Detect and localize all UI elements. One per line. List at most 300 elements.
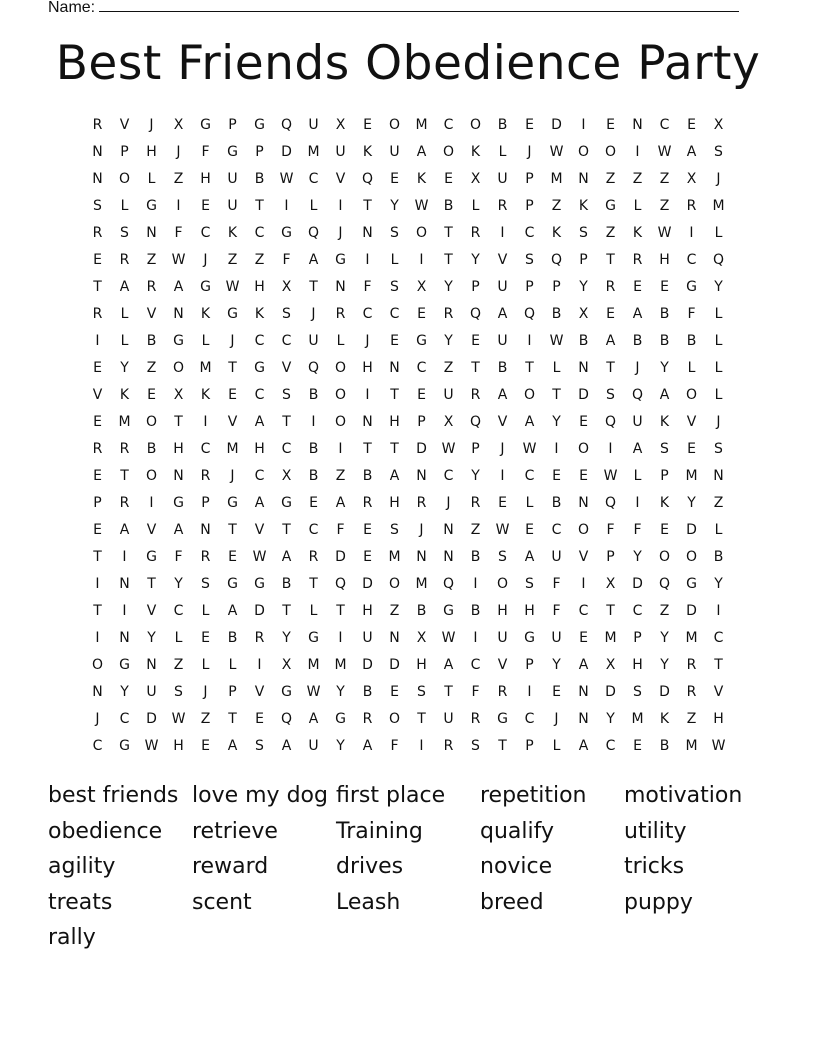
- grid-letter: L: [390, 252, 399, 268]
- grid-letter: Q: [631, 387, 644, 403]
- grid-letter: T: [363, 198, 372, 214]
- grid-letter: I: [284, 198, 289, 214]
- grid-letter: Z: [659, 198, 670, 214]
- grid-letter: N: [146, 657, 157, 673]
- grid-letter: O: [577, 522, 590, 538]
- grid-letter: A: [524, 549, 535, 565]
- word-list-item: motivation: [624, 783, 743, 808]
- grid-letter: W: [171, 252, 186, 268]
- grid-letter: C: [443, 117, 454, 133]
- grid-letter: E: [201, 738, 210, 754]
- grid-letter: P: [525, 171, 534, 187]
- grid-letter: U: [335, 144, 346, 160]
- grid-letter: R: [470, 711, 481, 727]
- grid-letter: R: [119, 495, 130, 511]
- grid-letter: A: [308, 711, 319, 727]
- grid-letter: T: [282, 522, 291, 538]
- grid-letter: B: [497, 360, 508, 376]
- grid-letter: P: [579, 252, 588, 268]
- grid-letter: P: [633, 630, 642, 646]
- grid-letter: Y: [336, 684, 345, 700]
- grid-letter: I: [95, 333, 100, 349]
- grid-letter: I: [338, 441, 343, 457]
- grid-letter: X: [605, 657, 616, 673]
- grid-letter: N: [389, 630, 400, 646]
- grid-letter: F: [201, 144, 210, 160]
- grid-letter: E: [579, 414, 588, 430]
- grid-letter: A: [173, 279, 184, 295]
- grid-letter: Y: [552, 657, 561, 673]
- grid-letter: N: [578, 495, 589, 511]
- grid-letter: V: [146, 603, 157, 619]
- grid-letter: S: [579, 225, 588, 241]
- grid-letter: R: [362, 711, 373, 727]
- grid-letter: A: [659, 387, 670, 403]
- grid-letter: O: [388, 711, 401, 727]
- grid-letter: O: [172, 360, 185, 376]
- grid-letter: V: [254, 522, 265, 538]
- grid-letter: T: [606, 603, 615, 619]
- grid-letter: Z: [146, 252, 157, 268]
- grid-letter: G: [254, 576, 265, 592]
- grid-letter: D: [335, 549, 346, 565]
- word-list-item: utility: [624, 818, 687, 844]
- grid-letter: U: [632, 414, 643, 430]
- grid-letter: K: [659, 495, 670, 511]
- grid-letter: O: [415, 225, 428, 241]
- grid-letter: G: [416, 333, 427, 349]
- grid-letter: M: [631, 711, 644, 727]
- grid-letter: Q: [442, 576, 455, 592]
- name-label: Name:: [48, 0, 96, 16]
- grid-letter: M: [712, 198, 725, 214]
- grid-letter: S: [201, 576, 210, 592]
- grid-letter: Q: [469, 306, 482, 322]
- grid-letter: M: [226, 441, 239, 457]
- grid-letter: Q: [361, 171, 374, 187]
- grid-letter: R: [308, 549, 319, 565]
- grid-letter: S: [606, 387, 615, 403]
- grid-letter: E: [417, 306, 426, 322]
- grid-letter: G: [119, 738, 130, 754]
- grid-letter: Z: [659, 603, 670, 619]
- grid-letter: B: [659, 333, 670, 349]
- grid-letter: Y: [579, 279, 588, 295]
- grid-letter: X: [335, 117, 346, 133]
- grid-letter: F: [282, 252, 291, 268]
- grid-letter: S: [390, 225, 399, 241]
- grid-letter: C: [524, 225, 535, 241]
- grid-letter: I: [149, 495, 154, 511]
- grid-letter: E: [201, 198, 210, 214]
- grid-letter: W: [225, 279, 240, 295]
- grid-letter: T: [444, 225, 453, 241]
- grid-letter: C: [524, 468, 535, 484]
- grid-letter: K: [200, 306, 211, 322]
- grid-letter: G: [308, 630, 319, 646]
- grid-letter: N: [92, 144, 103, 160]
- grid-letter: I: [419, 738, 424, 754]
- grid-letter: G: [173, 495, 184, 511]
- grid-letter: Y: [147, 630, 156, 646]
- word-list-item: novice: [480, 854, 553, 879]
- grid-letter: T: [390, 387, 399, 403]
- grid-letter: E: [390, 684, 399, 700]
- grid-letter: A: [362, 738, 373, 754]
- grid-letter: O: [685, 387, 698, 403]
- grid-letter: O: [145, 414, 158, 430]
- grid-letter: N: [713, 468, 724, 484]
- grid-letter: D: [605, 684, 616, 700]
- grid-letter: S: [525, 252, 534, 268]
- grid-letter: B: [497, 117, 508, 133]
- grid-letter: W: [522, 441, 537, 457]
- word-list-item: treats: [48, 889, 113, 915]
- grid-letter: L: [633, 198, 642, 214]
- grid-letter: H: [416, 657, 427, 673]
- grid-letter: R: [470, 225, 481, 241]
- grid-letter: B: [713, 549, 724, 565]
- grid-letter: W: [603, 468, 618, 484]
- grid-letter: Q: [604, 495, 617, 511]
- grid-letter: C: [308, 522, 319, 538]
- grid-letter: G: [335, 252, 346, 268]
- grid-letter: C: [173, 603, 184, 619]
- grid-letter: I: [500, 225, 505, 241]
- grid-letter: K: [632, 225, 643, 241]
- grid-letter: G: [227, 576, 238, 592]
- grid-letter: Z: [686, 711, 697, 727]
- grid-letter: I: [608, 441, 613, 457]
- grid-letter: L: [201, 603, 210, 619]
- grid-letter: U: [227, 198, 238, 214]
- grid-letter: V: [146, 306, 157, 322]
- grid-letter: K: [551, 225, 562, 241]
- grid-letter: T: [606, 360, 615, 376]
- grid-letter: A: [335, 495, 346, 511]
- grid-letter: K: [470, 144, 481, 160]
- grid-letter: D: [146, 711, 157, 727]
- grid-letter: K: [254, 306, 265, 322]
- grid-letter: T: [120, 468, 129, 484]
- grid-letter: E: [309, 495, 318, 511]
- grid-letter: K: [659, 414, 670, 430]
- grid-letter: O: [334, 414, 347, 430]
- grid-letter: Q: [307, 225, 320, 241]
- grid-letter: R: [92, 441, 103, 457]
- grid-letter: U: [389, 144, 400, 160]
- grid-letter: R: [200, 468, 211, 484]
- grid-letter: G: [173, 333, 184, 349]
- grid-letter: H: [254, 279, 265, 295]
- grid-letter: A: [605, 333, 616, 349]
- word-list-item: puppy: [624, 889, 693, 915]
- grid-letter: Z: [713, 495, 724, 511]
- grid-letter: J: [203, 252, 208, 268]
- grid-letter: S: [174, 684, 183, 700]
- grid-letter: V: [497, 414, 508, 430]
- grid-letter: J: [365, 333, 370, 349]
- grid-letter: T: [336, 603, 345, 619]
- grid-letter: B: [146, 333, 157, 349]
- grid-letter: S: [390, 522, 399, 538]
- grid-letter: E: [93, 252, 102, 268]
- grid-letter: T: [525, 360, 534, 376]
- grid-letter: X: [281, 468, 292, 484]
- grid-letter: O: [496, 576, 509, 592]
- grid-letter: Y: [390, 198, 399, 214]
- grid-letter: X: [416, 630, 427, 646]
- grid-letter: C: [92, 738, 103, 754]
- grid-letter: A: [119, 522, 130, 538]
- grid-letter: A: [443, 657, 454, 673]
- grid-letter: X: [173, 387, 184, 403]
- word-list-item: Leash: [336, 889, 401, 915]
- grid-letter: S: [120, 225, 129, 241]
- grid-letter: I: [311, 414, 316, 430]
- grid-letter: I: [257, 657, 262, 673]
- grid-letter: P: [525, 198, 534, 214]
- grid-letter: O: [523, 387, 536, 403]
- grid-letter: L: [498, 144, 507, 160]
- grid-letter: C: [416, 360, 427, 376]
- grid-letter: J: [419, 522, 424, 538]
- grid-letter: O: [145, 468, 158, 484]
- grid-letter: W: [171, 711, 186, 727]
- grid-letter: O: [577, 441, 590, 457]
- grid-letter: P: [525, 279, 534, 295]
- grid-letter: R: [362, 495, 373, 511]
- grid-letter: L: [714, 360, 723, 376]
- grid-letter: X: [605, 576, 616, 592]
- grid-letter: F: [552, 576, 561, 592]
- grid-letter: F: [174, 549, 183, 565]
- grid-letter: Z: [605, 225, 616, 241]
- grid-letter: H: [254, 441, 265, 457]
- grid-letter: M: [334, 657, 347, 673]
- grid-letter: N: [443, 549, 454, 565]
- grid-letter: O: [577, 144, 590, 160]
- word-list-item: breed: [480, 889, 544, 915]
- grid-letter: M: [415, 576, 428, 592]
- grid-letter: R: [443, 738, 454, 754]
- grid-letter: W: [144, 738, 159, 754]
- grid-letter: H: [497, 603, 508, 619]
- grid-letter: G: [497, 711, 508, 727]
- grid-letter: N: [362, 225, 373, 241]
- grid-letter: E: [93, 522, 102, 538]
- grid-letter: T: [174, 414, 183, 430]
- grid-letter: R: [470, 495, 481, 511]
- grid-letter: D: [632, 576, 643, 592]
- grid-letter: K: [119, 387, 130, 403]
- grid-letter: D: [686, 522, 697, 538]
- word-list-item: Training: [336, 818, 423, 844]
- word-list-item: drives: [336, 854, 404, 879]
- grid-letter: F: [552, 603, 561, 619]
- grid-letter: U: [443, 387, 454, 403]
- grid-letter: Y: [660, 630, 669, 646]
- grid-letter: Z: [605, 171, 616, 187]
- grid-letter: K: [227, 225, 238, 241]
- grid-letter: O: [334, 387, 347, 403]
- grid-letter: Y: [471, 468, 480, 484]
- grid-letter: M: [685, 738, 698, 754]
- grid-letter: B: [362, 684, 373, 700]
- grid-letter: I: [176, 198, 181, 214]
- word-list-item: repetition: [480, 783, 587, 808]
- grid-letter: N: [119, 576, 130, 592]
- grid-letter: S: [714, 441, 723, 457]
- grid-letter: B: [281, 576, 292, 592]
- grid-letter: X: [443, 414, 454, 430]
- grid-letter: N: [578, 711, 589, 727]
- page-title: Best Friends Obedience Party: [55, 36, 761, 91]
- grid-letter: D: [659, 684, 670, 700]
- grid-letter: Q: [604, 414, 617, 430]
- grid-letter: R: [470, 387, 481, 403]
- grid-letter: N: [443, 522, 454, 538]
- grid-letter: N: [119, 630, 130, 646]
- grid-letter: C: [713, 630, 724, 646]
- grid-letter: F: [633, 522, 642, 538]
- grid-letter: C: [389, 306, 400, 322]
- grid-letter: H: [146, 144, 157, 160]
- grid-letter: T: [714, 657, 723, 673]
- grid-letter: S: [390, 279, 399, 295]
- grid-letter: T: [93, 603, 102, 619]
- grid-letter: D: [362, 657, 373, 673]
- grid-letter: W: [549, 144, 564, 160]
- grid-letter: N: [578, 684, 589, 700]
- grid-letter: L: [714, 225, 723, 241]
- grid-letter: A: [632, 441, 643, 457]
- grid-letter: D: [578, 387, 589, 403]
- grid-letter: C: [578, 603, 589, 619]
- grid-letter: T: [498, 738, 507, 754]
- grid-letter: W: [549, 333, 564, 349]
- grid-letter: F: [336, 522, 345, 538]
- grid-letter: C: [200, 441, 211, 457]
- grid-letter: S: [471, 738, 480, 754]
- grid-letter: E: [606, 306, 615, 322]
- grid-letter: T: [228, 522, 237, 538]
- grid-letter: V: [335, 171, 346, 187]
- grid-letter: V: [578, 549, 589, 565]
- grid-letter: A: [578, 657, 589, 673]
- grid-letter: M: [415, 117, 428, 133]
- grid-letter: P: [228, 117, 237, 133]
- grid-letter: O: [469, 117, 482, 133]
- word-search-grid: [84, 112, 744, 760]
- name-underline: [99, 0, 739, 12]
- grid-letter: N: [632, 117, 643, 133]
- grid-letter: A: [524, 414, 535, 430]
- grid-letter: E: [525, 522, 534, 538]
- grid-letter: S: [417, 684, 426, 700]
- grid-letter: J: [500, 441, 505, 457]
- grid-letter: I: [716, 603, 721, 619]
- grid-letter: F: [687, 306, 696, 322]
- word-list-item: scent: [192, 889, 252, 915]
- grid-letter: W: [279, 171, 294, 187]
- grid-letter: T: [93, 279, 102, 295]
- grid-letter: B: [254, 171, 265, 187]
- grid-letter: M: [118, 414, 131, 430]
- grid-letter: A: [578, 738, 589, 754]
- grid-letter: B: [551, 495, 562, 511]
- grid-letter: Y: [444, 333, 453, 349]
- grid-letter: A: [119, 279, 130, 295]
- grid-letter: D: [362, 576, 373, 592]
- grid-letter: E: [390, 171, 399, 187]
- name-field: [48, 0, 739, 19]
- grid-letter: Y: [174, 576, 183, 592]
- grid-letter: V: [92, 387, 103, 403]
- grid-letter: T: [471, 360, 480, 376]
- grid-letter: Q: [523, 306, 536, 322]
- grid-letter: R: [254, 630, 265, 646]
- grid-letter: G: [227, 144, 238, 160]
- grid-letter: O: [118, 171, 131, 187]
- grid-letter: Z: [227, 252, 238, 268]
- grid-letter: L: [714, 306, 723, 322]
- grid-letter: S: [498, 549, 507, 565]
- grid-letter: D: [389, 657, 400, 673]
- grid-letter: E: [417, 387, 426, 403]
- grid-letter: E: [498, 495, 507, 511]
- grid-letter: A: [497, 387, 508, 403]
- grid-letter: S: [714, 144, 723, 160]
- grid-letter: T: [228, 711, 237, 727]
- grid-letter: T: [417, 711, 426, 727]
- grid-letter: O: [604, 144, 617, 160]
- grid-letter: T: [444, 684, 453, 700]
- grid-letter: P: [255, 144, 264, 160]
- grid-letter: S: [525, 576, 534, 592]
- grid-letter: U: [308, 738, 319, 754]
- grid-letter: O: [334, 360, 347, 376]
- grid-letter: G: [254, 117, 265, 133]
- grid-letter: V: [146, 522, 157, 538]
- grid-letter: B: [551, 306, 562, 322]
- grid-letter: C: [281, 333, 292, 349]
- grid-letter: L: [120, 306, 129, 322]
- grid-letter: M: [199, 360, 212, 376]
- grid-letter: A: [227, 603, 238, 619]
- grid-letter: C: [659, 117, 670, 133]
- grid-letter: B: [443, 198, 454, 214]
- grid-letter: W: [414, 198, 429, 214]
- grid-letter: B: [470, 603, 481, 619]
- grid-letter: E: [363, 117, 372, 133]
- grid-letter: R: [200, 549, 211, 565]
- grid-letter: J: [554, 711, 559, 727]
- grid-letter: R: [119, 252, 130, 268]
- grid-letter: B: [416, 603, 427, 619]
- grid-letter: E: [93, 360, 102, 376]
- grid-letter: V: [119, 117, 130, 133]
- grid-letter: I: [635, 495, 640, 511]
- grid-letter: B: [308, 387, 319, 403]
- grid-letter: Z: [632, 171, 643, 187]
- grid-letter: N: [335, 279, 346, 295]
- grid-letter: V: [713, 684, 724, 700]
- grid-letter: E: [633, 279, 642, 295]
- word-list-item: first place: [336, 783, 446, 808]
- grid-letter: R: [605, 279, 616, 295]
- grid-letter: N: [146, 225, 157, 241]
